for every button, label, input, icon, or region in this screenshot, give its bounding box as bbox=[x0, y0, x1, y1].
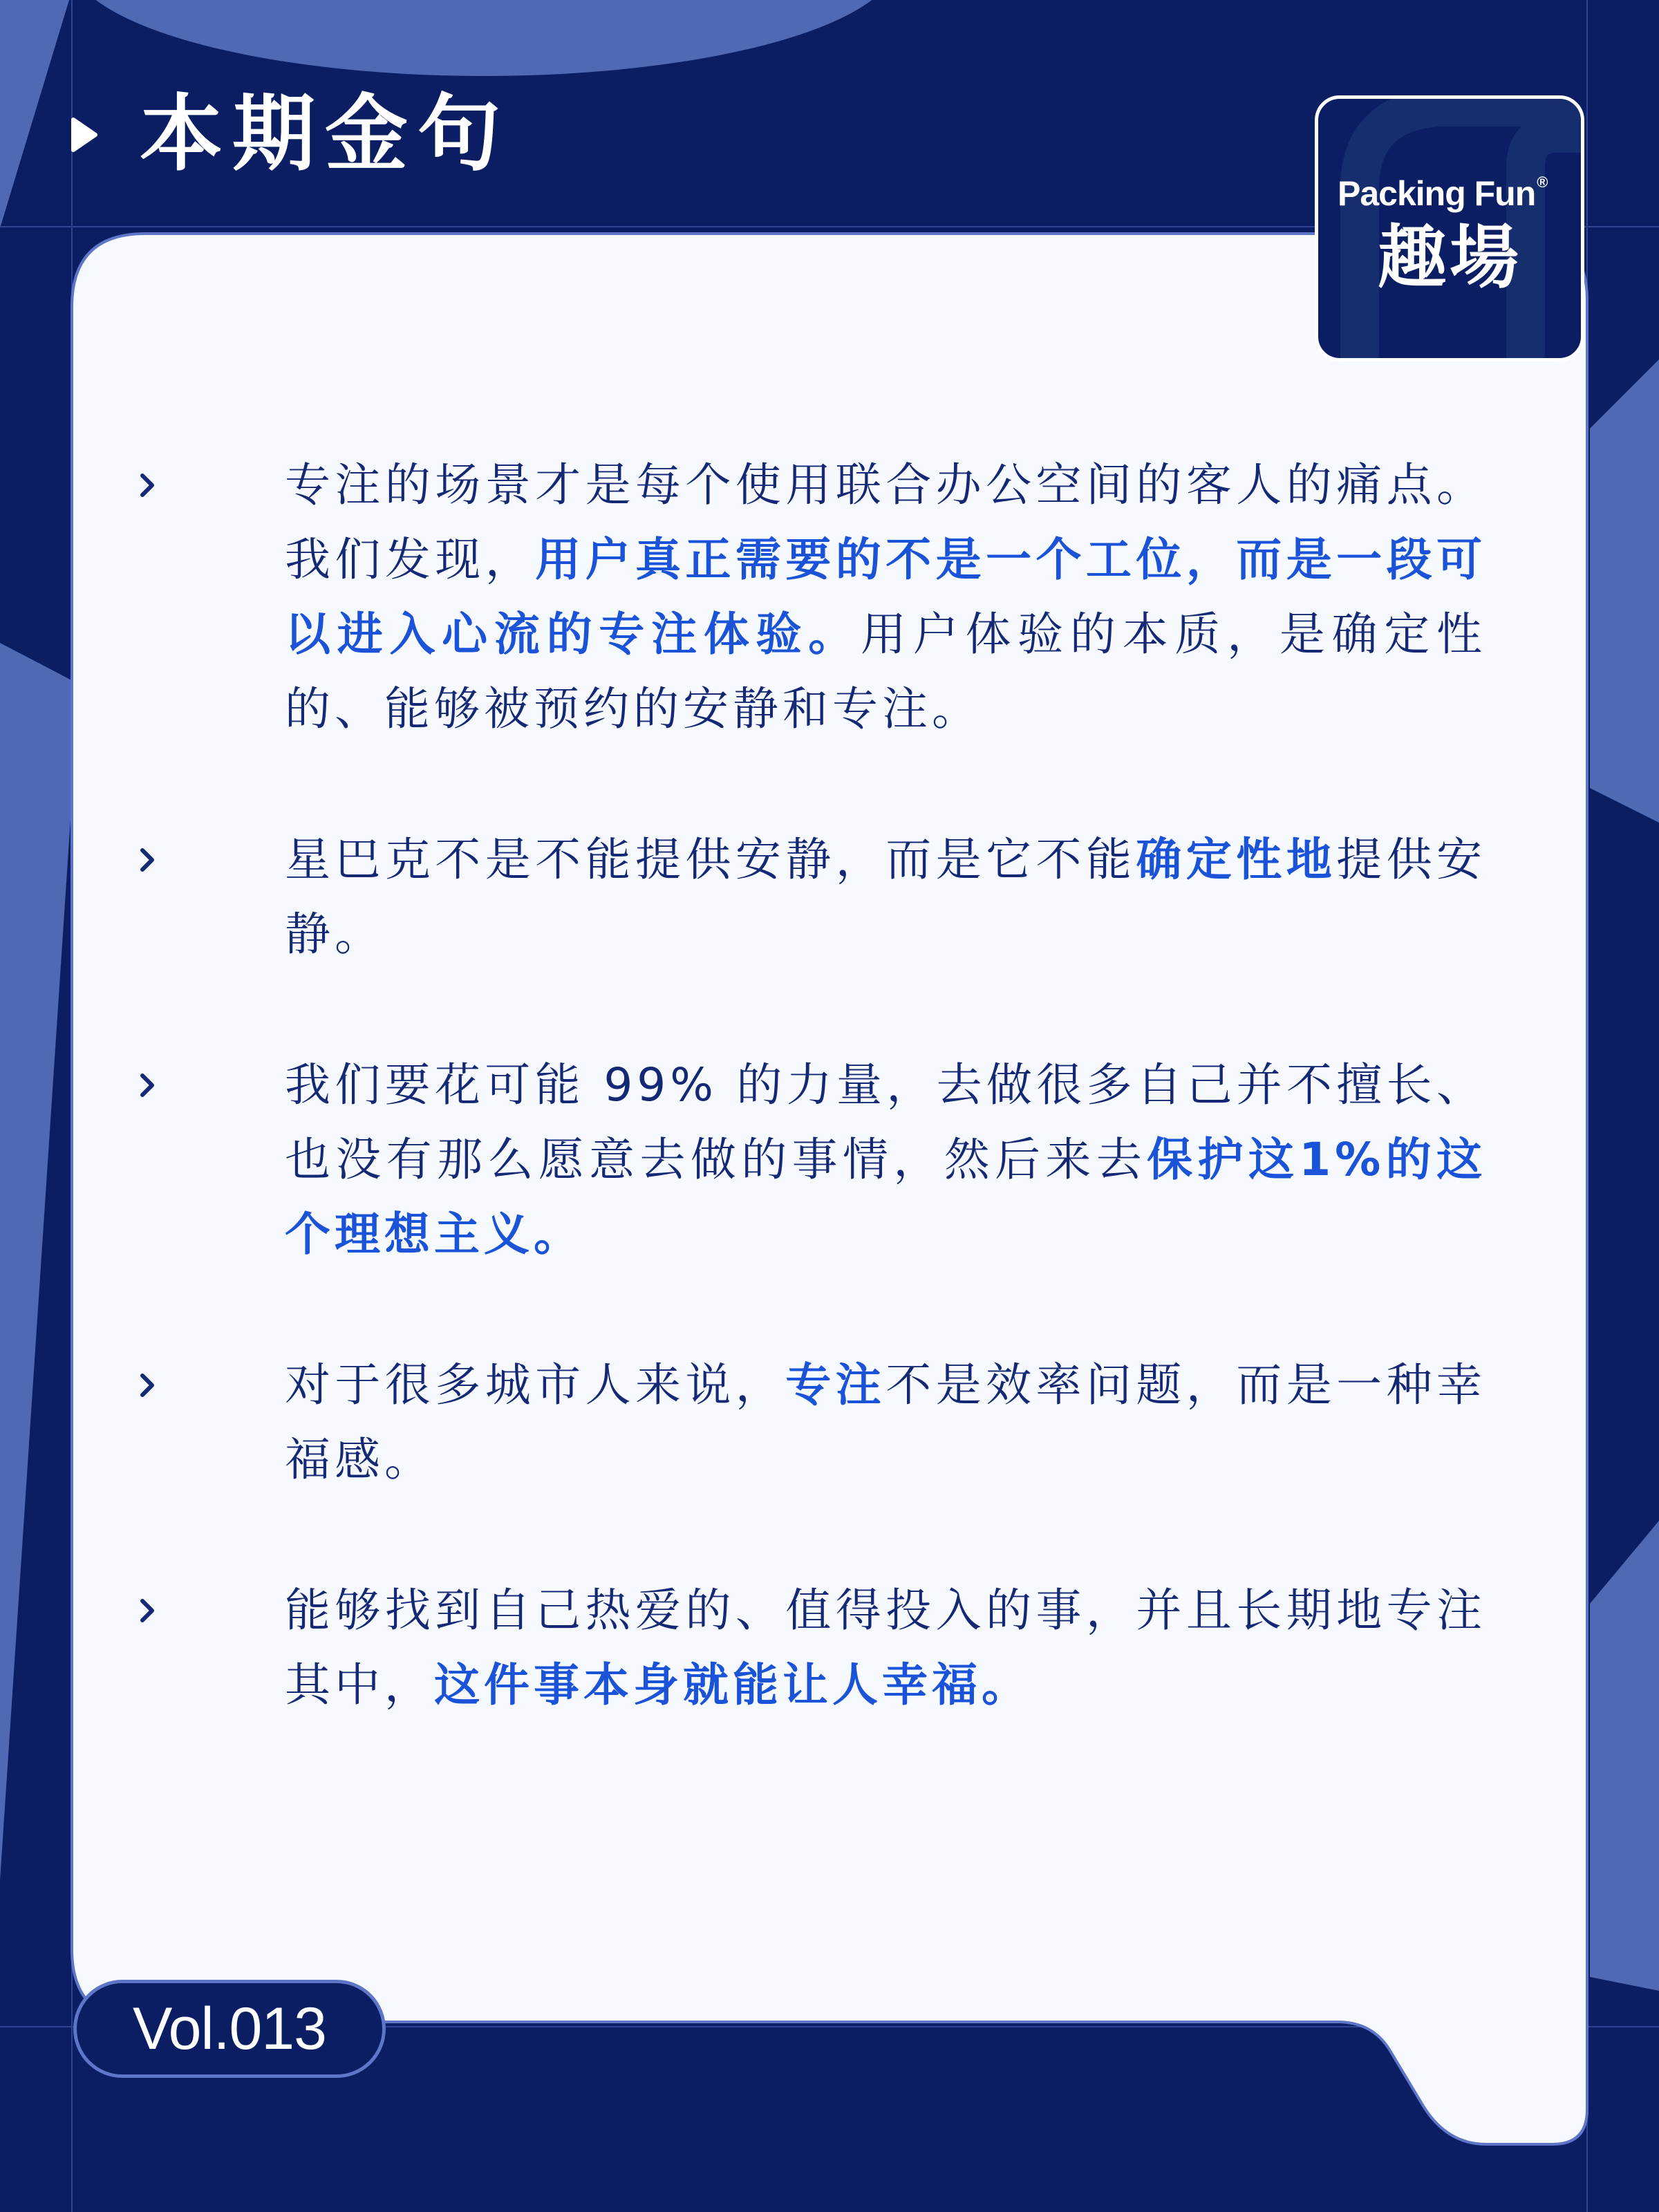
quote-item bbox=[200, 448, 1486, 747]
quote-segment: 不是效率问题，而是一种幸福感。 bbox=[285, 1358, 1487, 1486]
header bbox=[69, 86, 510, 182]
quote-item bbox=[200, 1048, 1486, 1272]
quote-highlight: 确定性地 bbox=[1136, 833, 1337, 886]
quote-segment: 用户体验的本质，是确定性的、能够被预约的安静和专注。 bbox=[285, 608, 1486, 735]
quote-segment: 能够找到自己热爱的、值得投入的事，并且长期地专注其中， bbox=[285, 1584, 1486, 1712]
quote-segment: 对于很多城市人来说， bbox=[285, 1358, 786, 1412]
logo-chinese: 趣場 bbox=[1378, 217, 1521, 298]
quote-segment: 我们要花可能 99% 的力量，去做很多自己并不擅长、也没有那么愿意去做的事情，然后来去 bbox=[285, 1058, 1486, 1186]
logo-english bbox=[1338, 174, 1547, 214]
chevron-right-icon bbox=[138, 1348, 163, 1423]
quote-highlight: 这件事本身就能让人幸福。 bbox=[434, 1658, 1031, 1712]
logo-brand-en: Packing Fun bbox=[1338, 174, 1536, 213]
quote-highlight: 用户真正需要的不是一个工位，而是一段可以进入心流的专注体验。 bbox=[285, 533, 1487, 661]
quote-text bbox=[200, 1048, 1486, 1272]
quote-highlight: 专注 bbox=[785, 1358, 886, 1412]
page-title: 本期金句 bbox=[140, 86, 510, 182]
quote-text bbox=[200, 1573, 1486, 1723]
chevron-right-icon bbox=[138, 823, 163, 897]
quote-segment: 专注的场景才是每个使用联合办公空间的客人的痛点。我们发现， bbox=[285, 458, 1486, 586]
right-lower-shape bbox=[1590, 1521, 1659, 1991]
quote-item bbox=[200, 1573, 1486, 1723]
top-left-corner-shape bbox=[0, 0, 69, 228]
registered-mark: ® bbox=[1537, 174, 1548, 191]
quote-text bbox=[200, 448, 1486, 747]
quote-segment: 提供安静。 bbox=[285, 833, 1487, 961]
quote-text bbox=[200, 1348, 1486, 1497]
brand-logo bbox=[1315, 95, 1584, 362]
quote-highlight: 保护这1%的这个理想主义。 bbox=[285, 1133, 1486, 1261]
quote-item bbox=[200, 1348, 1486, 1497]
top-arc-shape bbox=[69, 0, 899, 76]
quote-segment: 星巴克不是不能提供安静，而是它不能 bbox=[285, 833, 1136, 886]
volume-badge: Vol.013 bbox=[73, 1980, 386, 2078]
quote-text bbox=[200, 823, 1486, 972]
quote-item bbox=[200, 823, 1486, 972]
chevron-right-icon bbox=[138, 1048, 163, 1123]
left-side-shape bbox=[0, 643, 79, 1880]
chevron-right-icon bbox=[138, 448, 163, 523]
right-upper-shape bbox=[1590, 359, 1659, 823]
play-triangle-icon bbox=[69, 117, 98, 153]
chevron-right-icon bbox=[138, 1573, 163, 1648]
quote-list bbox=[200, 448, 1486, 1723]
